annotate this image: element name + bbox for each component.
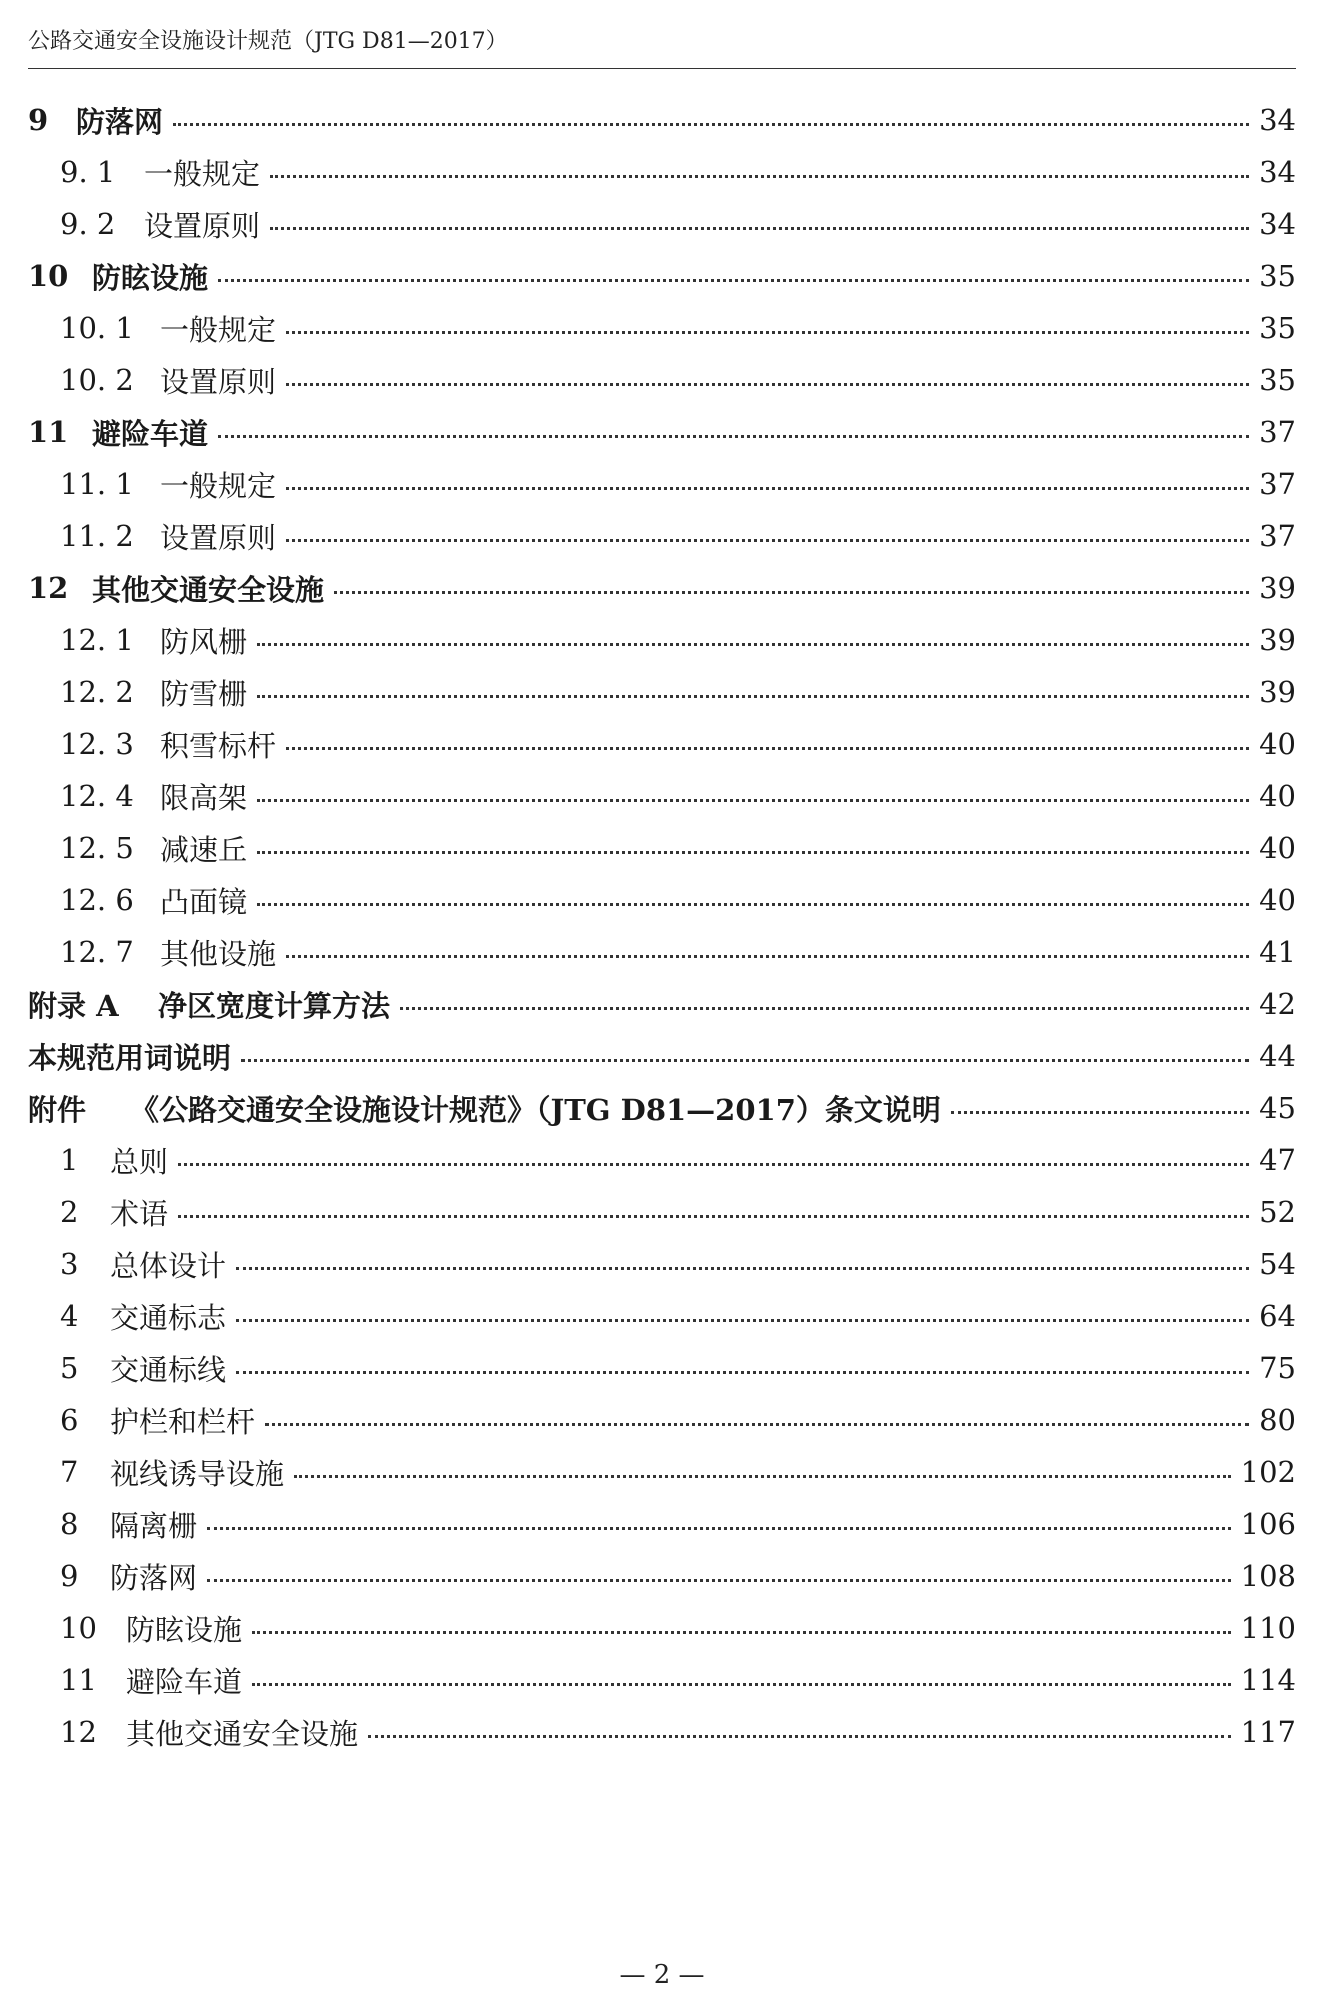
toc-entry-number: 12. 1 (60, 623, 134, 657)
toc-entry[interactable] (28, 1706, 1296, 1758)
dot-leader (207, 1527, 1231, 1530)
toc-entry-number: 12. 5 (60, 831, 134, 865)
toc-entry-page: 40 (1259, 831, 1296, 865)
toc-entry-title: 一般规定 (160, 312, 277, 347)
toc-entry[interactable] (28, 614, 1296, 666)
toc-entry-page: 108 (1240, 1559, 1296, 1593)
toc-entry-title: 凸面镜 (160, 884, 248, 919)
toc-entry-page: 40 (1259, 883, 1296, 917)
toc-entry-number: 11 (60, 1663, 97, 1697)
toc-entry-page: 40 (1259, 727, 1296, 761)
toc-entry[interactable] (28, 1498, 1296, 1550)
toc-entry-title: 防眩设施 (92, 260, 209, 295)
dot-leader (218, 279, 1249, 282)
toc-entry-title: 防雪栅 (160, 676, 248, 711)
toc-entry-page: 39 (1259, 571, 1296, 605)
toc-entry-title: 术语 (110, 1196, 169, 1231)
dot-leader (368, 1735, 1231, 1738)
toc-entry-page: 42 (1259, 987, 1296, 1021)
toc-entry[interactable] (28, 1186, 1296, 1238)
toc-entry[interactable] (28, 770, 1296, 822)
toc-entry-page: 52 (1259, 1195, 1296, 1229)
dot-leader (951, 1111, 1249, 1114)
dot-leader (257, 851, 1249, 854)
dot-leader (270, 175, 1249, 178)
toc-entry[interactable] (28, 1602, 1296, 1654)
dot-leader (286, 487, 1249, 490)
toc-entry-number: 8 (60, 1507, 79, 1541)
toc-entry-number: 12. 2 (60, 675, 134, 709)
dot-leader (286, 539, 1249, 542)
dot-leader (252, 1683, 1231, 1686)
toc-entry[interactable] (28, 510, 1296, 562)
toc-entry-number: 11 (28, 415, 69, 449)
toc-entry-number: 12. 7 (60, 935, 134, 969)
toc-entry-page: 41 (1259, 935, 1296, 969)
toc-entry-page: 34 (1259, 103, 1296, 137)
table-of-contents (28, 94, 1296, 1758)
toc-entry[interactable] (28, 1394, 1296, 1446)
toc-entry-title: 其他设施 (160, 936, 277, 971)
toc-entry-title: 《公路交通安全设施设计规范》（JTG D81—2017）条文说明 (130, 1092, 941, 1127)
toc-entry-number: 12. 3 (60, 727, 134, 761)
toc-entry[interactable] (28, 1030, 1296, 1082)
toc-entry[interactable] (28, 458, 1296, 510)
toc-entry-page: 40 (1259, 779, 1296, 813)
toc-entry[interactable] (28, 1654, 1296, 1706)
dot-leader (286, 955, 1249, 958)
toc-entry-title: 其他交通安全设施 (126, 1716, 359, 1751)
toc-entry-number: 1 (60, 1143, 79, 1177)
toc-entry-page: 75 (1259, 1351, 1296, 1385)
dot-leader (257, 643, 1249, 646)
toc-entry-number: 9 (60, 1559, 79, 1593)
running-header-title: 公路交通安全设施设计规范（JTG D81—2017） (28, 29, 508, 54)
toc-entry-title: 本规范用词说明 (28, 1040, 232, 1075)
toc-entry-page: 110 (1240, 1611, 1296, 1645)
dot-leader (400, 1007, 1249, 1010)
toc-entry-title: 避险车道 (126, 1664, 243, 1699)
dot-leader (236, 1371, 1249, 1374)
page-number-footer: — 2 — (619, 1960, 705, 1990)
toc-entry-title: 总则 (110, 1144, 169, 1179)
toc-entry-page: 54 (1259, 1247, 1296, 1281)
dot-leader (252, 1631, 1231, 1634)
dot-leader (257, 903, 1249, 906)
toc-entry[interactable] (28, 1082, 1296, 1134)
toc-entry[interactable] (28, 302, 1296, 354)
toc-entry-title: 交通标志 (110, 1300, 227, 1335)
toc-entry-title: 视线诱导设施 (110, 1456, 285, 1491)
toc-entry-title: 隔离栅 (110, 1508, 198, 1543)
toc-entry-number: 10 (28, 259, 69, 293)
toc-entry-number: 5 (60, 1351, 79, 1385)
toc-entry-number: 2 (60, 1195, 79, 1229)
toc-entry[interactable] (28, 146, 1296, 198)
toc-entry[interactable] (28, 1238, 1296, 1290)
toc-entry-page: 114 (1240, 1663, 1296, 1697)
toc-entry-page: 34 (1259, 155, 1296, 189)
toc-entry[interactable] (28, 94, 1296, 146)
toc-entry-page: 35 (1259, 259, 1296, 293)
toc-entry[interactable] (28, 718, 1296, 770)
toc-entry[interactable] (28, 354, 1296, 406)
toc-entry-title: 防眩设施 (126, 1612, 243, 1647)
toc-entry[interactable] (28, 1550, 1296, 1602)
toc-entry-number: 11. 2 (60, 519, 134, 553)
toc-entry-page: 35 (1259, 363, 1296, 397)
toc-entry-page: 44 (1259, 1039, 1296, 1073)
toc-entry[interactable] (28, 198, 1296, 250)
toc-entry-page: 80 (1259, 1403, 1296, 1437)
toc-entry-page: 35 (1259, 311, 1296, 345)
toc-entry-title: 限高架 (160, 780, 248, 815)
toc-entry-number: 9 (28, 103, 49, 137)
toc-entry-number: 9. 1 (60, 155, 116, 189)
toc-entry[interactable] (28, 1290, 1296, 1342)
dot-leader (218, 435, 1249, 438)
toc-entry-title: 设置原则 (144, 208, 261, 243)
dot-leader (178, 1163, 1249, 1166)
toc-entry-title: 减速丘 (160, 832, 248, 867)
toc-entry-number: 12 (28, 571, 69, 605)
toc-entry-page: 64 (1259, 1299, 1296, 1333)
toc-entry-number: 11. 1 (60, 467, 134, 501)
toc-entry-title: 一般规定 (144, 156, 261, 191)
dot-leader (294, 1475, 1231, 1478)
toc-entry-number: 附录 A (28, 988, 119, 1023)
toc-entry-title: 净区宽度计算方法 (158, 988, 391, 1023)
toc-entry-number: 12 (60, 1715, 97, 1749)
toc-entry-number: 7 (60, 1455, 79, 1489)
toc-entry[interactable] (28, 666, 1296, 718)
toc-entry-page: 106 (1240, 1507, 1296, 1541)
dot-leader (270, 227, 1249, 230)
toc-entry-page: 39 (1259, 623, 1296, 657)
toc-entry[interactable] (28, 562, 1296, 614)
toc-entry-number: 4 (60, 1299, 79, 1333)
toc-entry[interactable] (28, 1134, 1296, 1186)
toc-entry-number: 10. 2 (60, 363, 134, 397)
toc-entry[interactable] (28, 926, 1296, 978)
toc-entry-title: 防落网 (110, 1560, 198, 1595)
toc-entry-title: 防落网 (76, 104, 164, 139)
dot-leader (173, 123, 1249, 126)
dot-leader (178, 1215, 1249, 1218)
toc-entry-title: 防风栅 (160, 624, 248, 659)
dot-leader (236, 1267, 1249, 1270)
toc-entry-page: 37 (1259, 519, 1296, 553)
toc-entry[interactable] (28, 1446, 1296, 1498)
dot-leader (241, 1059, 1249, 1062)
toc-entry[interactable] (28, 406, 1296, 458)
toc-entry[interactable] (28, 822, 1296, 874)
dot-leader (265, 1423, 1249, 1426)
toc-entry-page: 47 (1259, 1143, 1296, 1177)
toc-entry-page: 39 (1259, 675, 1296, 709)
toc-entry[interactable] (28, 1342, 1296, 1394)
toc-entry[interactable] (28, 250, 1296, 302)
toc-entry-title: 一般规定 (160, 468, 277, 503)
toc-entry-title: 设置原则 (160, 520, 277, 555)
toc-entry-title: 其他交通安全设施 (92, 572, 325, 607)
toc-entry-number: 12. 6 (60, 883, 134, 917)
dot-leader (257, 799, 1249, 802)
toc-entry-page: 37 (1259, 415, 1296, 449)
toc-entry-number: 10. 1 (60, 311, 134, 345)
toc-entry[interactable] (28, 874, 1296, 926)
toc-entry-number: 10 (60, 1611, 97, 1645)
toc-entry-title: 积雪标杆 (160, 728, 277, 763)
toc-entry-page: 45 (1259, 1091, 1296, 1125)
dot-leader (207, 1579, 1231, 1582)
toc-entry-number: 3 (60, 1247, 79, 1281)
toc-entry-page: 102 (1240, 1455, 1296, 1489)
dot-leader (236, 1319, 1249, 1322)
dot-leader (257, 695, 1249, 698)
toc-entry-page: 117 (1240, 1715, 1296, 1749)
toc-entry-number: 12. 4 (60, 779, 134, 813)
dot-leader (286, 383, 1249, 386)
toc-entry-title: 设置原则 (160, 364, 277, 399)
toc-entry-title: 护栏和栏杆 (110, 1404, 256, 1439)
toc-entry-title: 交通标线 (110, 1352, 227, 1387)
toc-entry-title: 避险车道 (92, 416, 209, 451)
toc-entry-title: 总体设计 (110, 1248, 227, 1283)
running-header (28, 22, 1296, 69)
toc-entry[interactable] (28, 978, 1296, 1030)
dot-leader (286, 747, 1249, 750)
dot-leader (334, 591, 1249, 594)
toc-entry-number: 附件 (28, 1092, 87, 1127)
toc-entry-number: 9. 2 (60, 207, 116, 241)
toc-entry-number: 6 (60, 1403, 79, 1437)
dot-leader (286, 331, 1249, 334)
toc-entry-page: 37 (1259, 467, 1296, 501)
toc-entry-page: 34 (1259, 207, 1296, 241)
